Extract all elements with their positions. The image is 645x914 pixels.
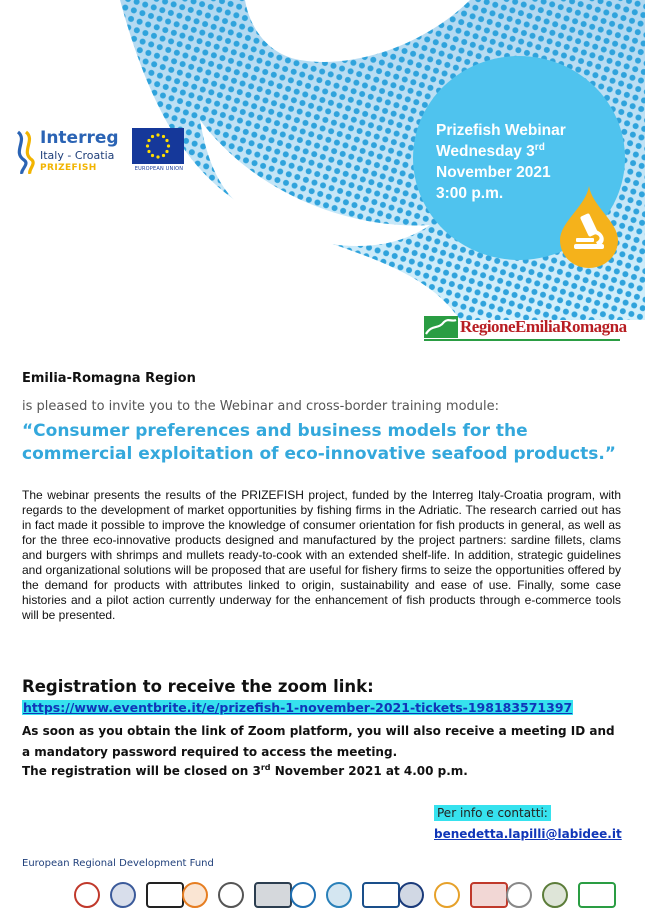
webinar-title: Prizefish Webinar — [436, 122, 566, 139]
interreg-title: Interreg — [40, 128, 119, 148]
webinar-title-quote: “Consumer preferences and business models for the commercial exploitation of eco-innovative seafood products.” — [22, 421, 616, 464]
partner-logo-icon — [506, 882, 532, 908]
partner-logo-icon — [254, 882, 292, 908]
registration-title: Registration to receive the zoom link: — [22, 677, 374, 696]
contact-email-link[interactable]: benedetta.lapilli@labidee.it — [434, 827, 622, 841]
invite-text: is pleased to invite you to the Webinar and cross-border training module: — [22, 399, 500, 414]
registration-info: As soon as you obtain the link of Zoom platform, you will also receive a meeting ID and a mandatory password required to access the meeting. — [22, 724, 615, 759]
regione-underline — [424, 339, 620, 341]
registration-link[interactable]: https://www.eventbrite.it/e/prizefish-1-november-2021-tickets-198183571397 — [23, 700, 573, 715]
eu-flag-icon — [132, 128, 184, 164]
webinar-time: 3:00 p.m. — [436, 185, 504, 202]
partner-logo-icon — [578, 882, 616, 908]
partner-logo-icon — [362, 882, 400, 908]
description-paragraph: The webinar presents the results of the PRIZEFISH project, funded by the Interreg Italy-Croatia program, with regards to the development of market opportunities by fishing firms in the Adriatic. The research carried out has in fact made it possible to improve the knowledge of consumer orientation for fish products in general, as well as for the three eco-innovative products designed and manufactured by the project partners: sardine fillets, clams and burgers with shrimps and mullets ready-to-cook with an extended shelf-life. In addition, strategic guidelines and organizational solutions will be proposed that are useful for fishery firms to seize the opportunities offered by the demand for products with attributes linked to origin, sustainability and ease of use. Finally, some case histories and a pilot action currently underway for the enhancement of fish products through e-commerce tools will be presented. — [22, 488, 621, 622]
interreg-subtitle: Italy - Croatia — [40, 149, 115, 162]
partner-logo-icon — [398, 882, 424, 908]
partner-logo-icon — [542, 882, 568, 908]
regione-emblem-icon — [424, 316, 458, 338]
regione-emilia-romagna-logo — [424, 314, 627, 342]
partner-logo-icon — [326, 882, 352, 908]
partner-logo-icon — [470, 882, 508, 908]
organizer: Emilia-Romagna Region — [22, 371, 196, 386]
partner-logo-icon — [182, 882, 208, 908]
contact-label: Per info e contatti: — [434, 805, 551, 821]
interreg-project: PRIZEFISH — [40, 163, 97, 173]
registration-deadline: The registration will be closed on 3rd November 2021 at 4.00 p.m. — [22, 763, 468, 778]
eu-label: EUROPEAN UNION — [134, 166, 184, 172]
partner-logo-icon — [218, 882, 244, 908]
partner-logo-icon — [110, 882, 136, 908]
fund-label: European Regional Development Fund — [22, 858, 214, 869]
regione-name: RegioneEmiliaRomagna — [460, 317, 627, 336]
partner-logo-icon — [434, 882, 460, 908]
partner-logo-icon — [146, 882, 184, 908]
webinar-day: Wednesday 3rd — [436, 141, 545, 160]
interreg-strands-icon — [14, 130, 36, 174]
partner-logo-icon — [74, 882, 100, 908]
interreg-logo — [14, 128, 124, 178]
partner-logo-icon — [290, 882, 316, 908]
partner-logos — [74, 878, 622, 908]
microscope-drop-icon — [556, 184, 622, 270]
contact-block — [434, 802, 622, 841]
webinar-month: November 2021 — [436, 164, 551, 181]
